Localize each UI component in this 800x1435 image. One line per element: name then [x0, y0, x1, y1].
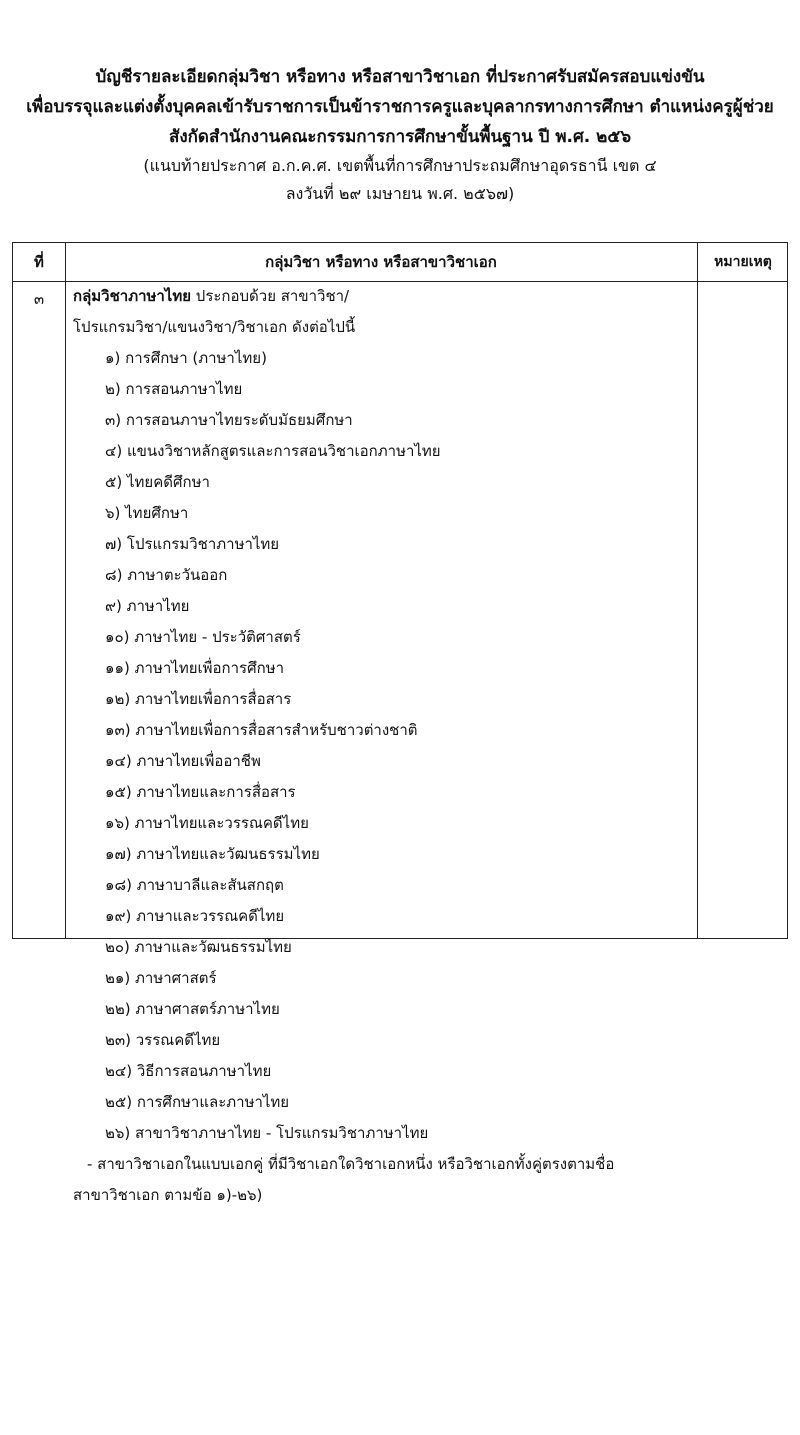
list-item: ๘) ภาษาตะวันออก — [105, 566, 228, 584]
list-item: ๑๗) ภาษาไทยและวัฒนธรรมไทย — [105, 845, 320, 863]
list-item: ๒๖) สาขาวิชาภาษาไทย - โปรแกรมวิชาภาษาไทย — [105, 1124, 429, 1142]
list-item: ๗) โปรแกรมวิชาภาษาไทย — [105, 535, 280, 553]
list-item: ๒๕) การศึกษาและภาษาไทย — [105, 1093, 290, 1111]
list-item: ๙) ภาษาไทย — [105, 597, 190, 615]
header-annex-line1: (แนบท้ายประกาศ อ.ก.ค.ศ. เขตพื้นที่การศึกษาประถมศึกษาอุดรธานี เขต ๔ — [143, 156, 657, 175]
list-item: ๑๕) ภาษาไทยและการสื่อสาร — [105, 783, 296, 801]
header-annex-line2: ลงวันที่ ๒๙ เมษายน พ.ศ. ๒๕๖๗) — [285, 184, 515, 203]
group-intro-line2: โปรแกรมวิชา/แขนงวิชา/วิชาเอก ดังต่อไปนี้ — [73, 318, 356, 336]
list-item: ๑) การศึกษา (ภาษาไทย) — [105, 349, 267, 367]
group-intro — [73, 281, 693, 312]
row-number: ๓ — [33, 290, 45, 308]
list-item: ๔) แขนงวิชาหลักสูตรและการสอนวิชาเอกภาษาไทย — [105, 442, 441, 460]
note-line1: - สาขาวิชาเอกในแบบเอกคู่ ที่มีวิชาเอกใดวิชาเอกหนึ่ง หรือวิชาเอกทั้งคู่ตรงตามชื่อ — [87, 1155, 615, 1173]
column-divider-1 — [65, 243, 66, 938]
subject-cell — [73, 281, 693, 1211]
list-item: ๑๒) ภาษาไทยเพื่อการสื่อสาร — [105, 690, 292, 708]
group-intro-rest: ประกอบด้วย สาขาวิชา/ — [191, 287, 350, 305]
list-item: ๕) ไทยคดีศึกษา — [105, 473, 210, 491]
list-item: ๖) ไทยศึกษา — [105, 504, 189, 522]
list-item: ๒๓) วรรณคดีไทย — [105, 1031, 221, 1049]
group-name: กลุ่มวิชาภาษาไทย — [73, 287, 192, 305]
list-item: ๑๙) ภาษาและวรรณคดีไทย — [105, 907, 285, 925]
list-item: ๒๐) ภาษาและวัฒนธรรมไทย — [105, 938, 292, 956]
header-subject: กลุ่มวิชา หรือทาง หรือสาขาวิชาเอก — [265, 253, 497, 271]
document-header — [0, 62, 800, 208]
list-item: ๑๔) ภาษาไทยเพื่ออาชีพ — [105, 752, 261, 770]
header-no: ที่ — [34, 253, 44, 271]
major-list — [73, 343, 693, 1149]
list-item: ๒๔) วิธีการสอนภาษาไทย — [105, 1062, 272, 1080]
note-line2: สาขาวิชาเอก ตามข้อ ๑)-๒๖) — [73, 1186, 263, 1204]
list-item: ๑๑) ภาษาไทยเพื่อการศึกษา — [105, 659, 285, 677]
subject-table — [12, 242, 788, 1204]
header-title-line2: เพื่อบรรจุและแต่งตั้งบุคคลเข้ารับราชการเป็นข้าราชการครูและบุคลากรทางการศึกษา ตำแหน่งครูผู้ช่วย — [26, 97, 774, 117]
list-item: ๒) การสอนภาษาไทย — [105, 380, 243, 398]
header-remark: หมายเหตุ — [714, 254, 772, 270]
list-item: ๑๖) ภาษาไทยและวรรณคดีไทย — [105, 814, 309, 832]
header-title-line1: บัญชีรายละเอียดกลุ่มวิชา หรือทาง หรือสาขาวิชาเอก ที่ประกาศรับสมัครสอบแข่งขัน — [95, 67, 705, 87]
list-item: ๓) การสอนภาษาไทยระดับมัธยมศึกษา — [105, 411, 353, 429]
list-item: ๑๓) ภาษาไทยเพื่อการสื่อสารสำหรับชาวต่างชาติ — [105, 721, 418, 739]
list-item: ๒๑) ภาษาศาสตร์ — [105, 969, 217, 987]
column-divider-2 — [697, 243, 698, 938]
list-item: ๒๒) ภาษาศาสตร์ภาษาไทย — [105, 1000, 280, 1018]
list-item: ๑๘) ภาษาบาลีและสันสกฤต — [105, 876, 284, 894]
header-title-line3: สังกัดสำนักงานคณะกรรมการการศึกษาขั้นพื้นฐาน ปี พ.ศ. ๒๕๖ — [168, 127, 632, 147]
list-item: ๑๐) ภาษาไทย - ประวัติศาสตร์ — [105, 628, 301, 646]
